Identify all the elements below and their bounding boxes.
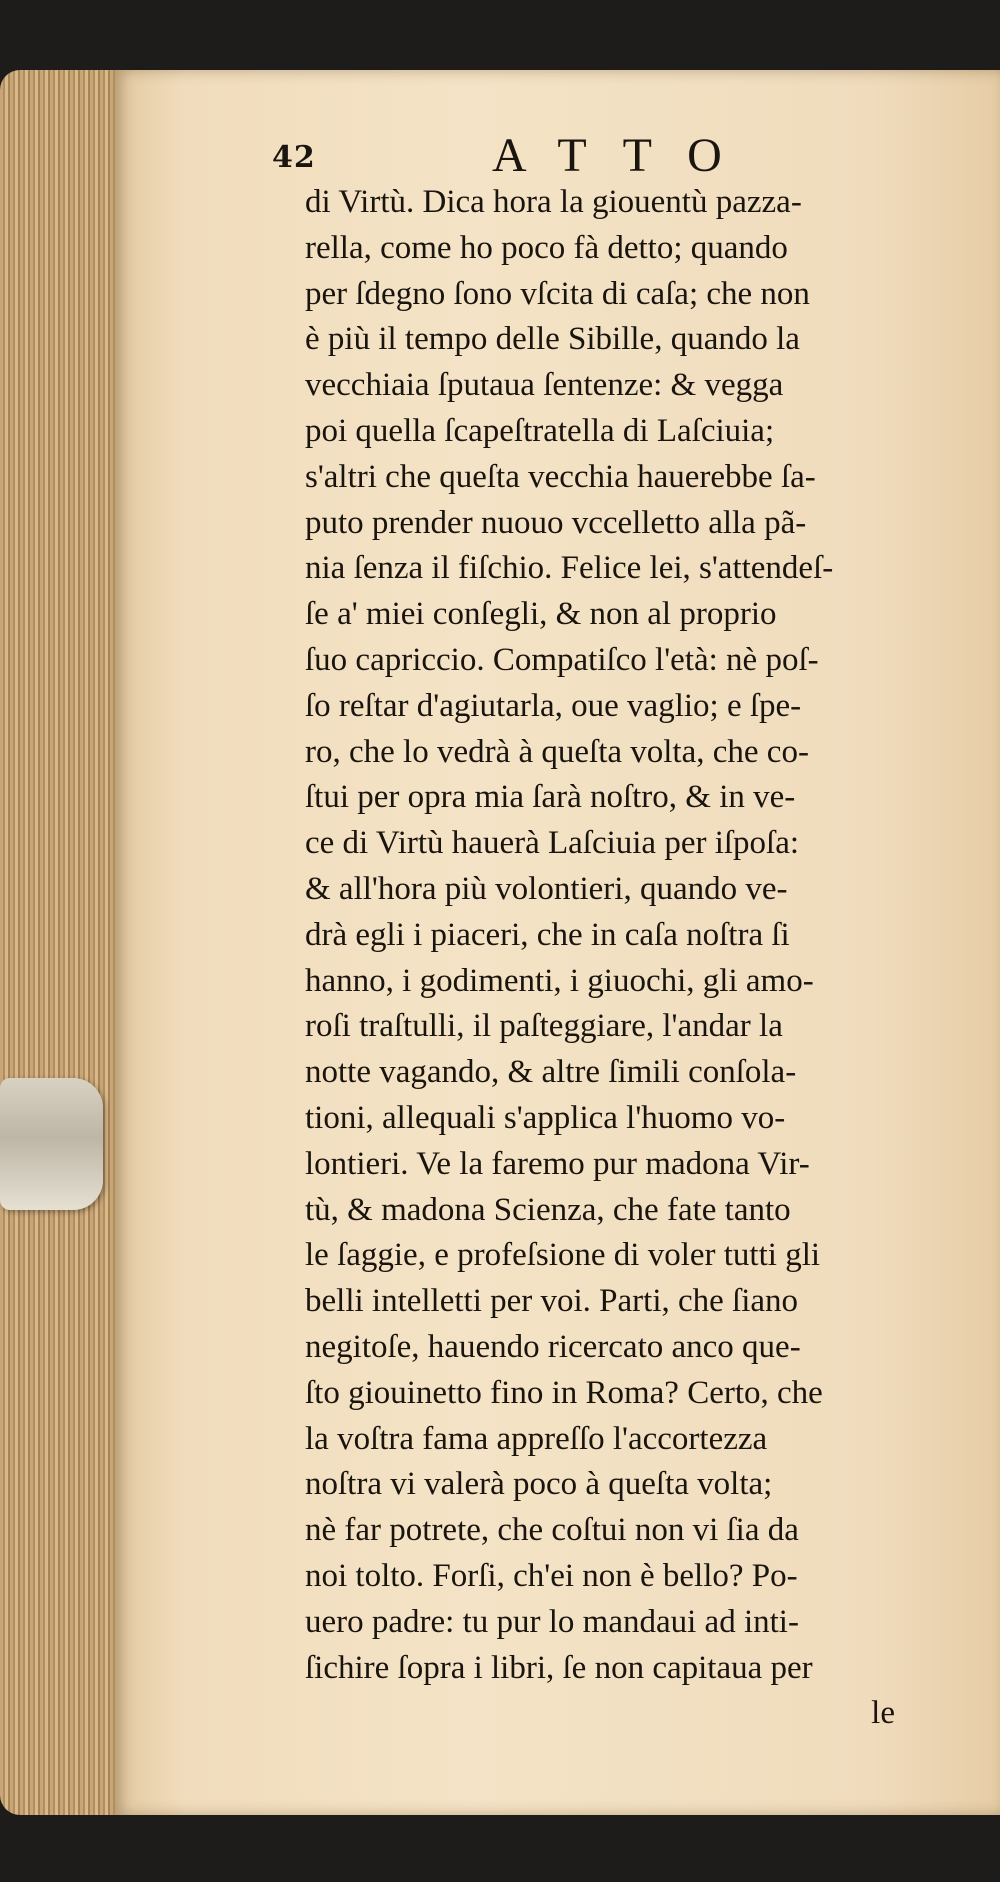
text-line: rella, come ho poco fà detto; quando [305, 229, 788, 266]
text-line: lontieri. Ve la faremo pur madona Vir- [305, 1145, 810, 1182]
page-header [272, 128, 972, 182]
text-line: le ſaggie, e profeſsione di voler tutti gli [305, 1237, 821, 1274]
text-line: & all'hora più volontieri, quando ve- [305, 870, 788, 907]
text-line: ſto giouinetto fino in Roma? Certo, che [305, 1374, 823, 1411]
text-line: puto prender nuouo vccelletto alla pã- [305, 504, 807, 541]
text-line: belli intelletti per voi. Parti, che ſiano [305, 1283, 799, 1320]
text-line: è più il tempo delle Sibille, quando la [305, 321, 800, 358]
text-line: roſi traſtulli, il paſteggiare, l'andar la [305, 1008, 783, 1045]
text-line: ro, che lo vedrà à queſta volta, che co- [305, 733, 809, 770]
text-line: nia ſenza il fiſchio. Felice lei, s'attendeſ- [305, 550, 834, 587]
text-line: noi tolto. Forſi, ch'ei non è bello? Po- [305, 1557, 798, 1594]
text-line: negitoſe, hauendo ricercato anco que- [305, 1328, 801, 1365]
text-line: drà egli i piaceri, che in caſa noſtra ſi [305, 916, 790, 953]
page-number: 42 [272, 140, 316, 175]
page-edges [0, 70, 120, 1815]
body-text [305, 180, 925, 1737]
book-clasp [0, 1078, 103, 1210]
text-line: uero padre: tu pur lo mandaui ad inti- [305, 1603, 799, 1640]
text-line: ſe a' miei conſegli, & non al proprio [305, 596, 777, 633]
text-line: la voſtra fama appreſſo l'accortezza [305, 1420, 768, 1457]
text-line: tioni, allequali s'applica l'huomo vo- [305, 1099, 786, 1136]
running-title: ATTO [492, 129, 758, 182]
catchword: le [871, 1695, 895, 1732]
text-line: di Virtù. Dica hora la giouentù pazza- [305, 184, 802, 220]
text-line: noſtra vi valerà poco à queſta volta; [305, 1466, 773, 1503]
text-line: nè far potrete, che coſtui non vi ſia da [305, 1512, 799, 1549]
text-line: s'altri che queſta vecchia hauerebbe ſa- [305, 458, 816, 495]
text-line: ce di Virtù hauerà Laſciuia per iſpoſa: [305, 825, 800, 862]
text-line: notte vagando, & altre ſimili conſola- [305, 1054, 797, 1091]
text-line: ſtui per opra mia ſarà noſtro, & in ve- [305, 779, 796, 816]
text-line: vecchiaia ſputaua ſentenze: & vegga [305, 367, 784, 404]
text-line: ſichire ſopra i libri, ſe non capitaua per [305, 1649, 813, 1686]
text-line: hanno, i godimenti, i giuochi, gli amo- [305, 962, 814, 999]
text-line: ſuo capriccio. Compatiſco l'età: nè poſ- [305, 641, 819, 678]
text-line: per ſdegno ſono vſcita di caſa; che non [305, 275, 810, 312]
text-line: poi quella ſcapeſtratella di Laſciuia; [305, 412, 775, 449]
text-line: tù, & madona Scienza, che fate tanto [305, 1191, 791, 1228]
text-line: ſo reſtar d'agiutarla, oue vaglio; e ſpe- [305, 687, 802, 724]
